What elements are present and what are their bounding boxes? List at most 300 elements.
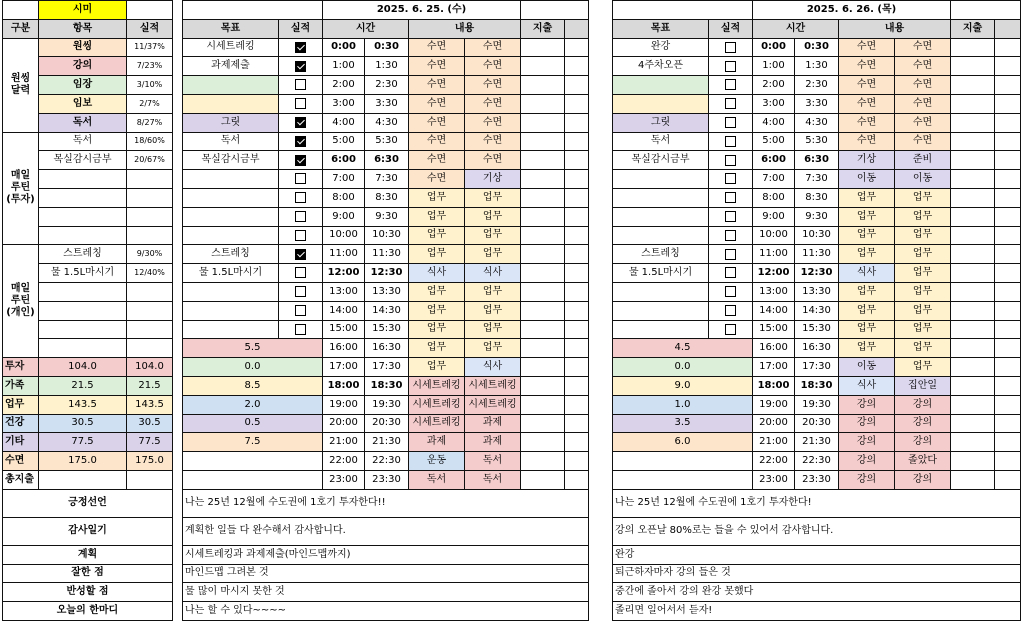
note-text[interactable]: 계획한 일들 다 완수해서 감사합니다. [183,517,589,545]
spend-cell[interactable] [951,264,995,283]
blank-cell [183,1,323,20]
note-text[interactable]: 중간에 졸아서 강의 완강 못했다 [613,583,1021,602]
activity-2[interactable]: 집안일 [895,376,951,395]
checkbox[interactable] [295,117,306,128]
spend-cell[interactable] [951,94,995,113]
activity-1[interactable]: 업무 [839,282,895,301]
activity-1[interactable]: 업무 [839,207,895,226]
activity-1[interactable]: 업무 [409,339,465,358]
activity-1[interactable]: 수면 [409,151,465,170]
time-half: 13:30 [365,282,409,301]
activity-2[interactable]: 수면 [465,132,521,151]
spend-cell[interactable] [951,207,995,226]
time-start: 14:00 [753,301,795,320]
goal-cell[interactable]: 물 1.5L마시기 [613,264,709,283]
note-text[interactable]: 나는 25년 12월에 수도권에 1호기 투자한다!! [183,489,589,517]
checkbox[interactable] [295,211,306,222]
time-half: 23:30 [795,470,839,489]
activity-2[interactable]: 강의 [895,414,951,433]
routine-item: 원씽 [39,38,127,57]
spend-cell[interactable] [521,433,565,452]
spend-cell[interactable] [521,226,565,245]
activity-1[interactable]: 기상 [839,151,895,170]
blank-cell [565,376,589,395]
activity-2[interactable]: 과제 [465,414,521,433]
note-label: 감사일기 [3,517,173,545]
spend-cell[interactable] [951,151,995,170]
spend-cell[interactable] [521,320,565,339]
time-start: 18:00 [753,376,795,395]
activity-2[interactable]: 식사 [465,264,521,283]
checkbox[interactable] [295,79,306,90]
spend-cell[interactable] [521,301,565,320]
goal-cell[interactable] [183,207,279,226]
activity-2[interactable]: 업무 [895,339,951,358]
activity-1[interactable]: 업무 [409,301,465,320]
blank-cell [565,132,589,151]
note-text[interactable]: 완강 [613,545,1021,564]
col-goal: 목표 [613,19,709,38]
activity-1[interactable]: 강의 [839,433,895,452]
activity-1[interactable]: 수면 [839,38,895,57]
activity-1[interactable]: 강의 [839,470,895,489]
blank-cell [565,264,589,283]
activity-1[interactable]: 시세트레킹 [409,414,465,433]
activity-2[interactable]: 기상 [465,170,521,189]
spend-cell[interactable] [951,38,995,57]
time-start: 21:00 [323,433,365,452]
activity-1[interactable]: 업무 [409,320,465,339]
checkbox[interactable] [725,286,736,297]
blank-cell [995,113,1021,132]
activity-2[interactable]: 업무 [895,320,951,339]
spend-cell[interactable] [951,470,995,489]
activity-2[interactable]: 수면 [895,132,951,151]
activity-1[interactable]: 강의 [839,452,895,471]
activity-1[interactable]: 업무 [409,282,465,301]
goal-cell[interactable]: 4주차오픈 [613,57,709,76]
check-cell [279,264,323,283]
goal-cell[interactable]: 스트레칭 [183,245,279,264]
blank-cell [565,395,589,414]
check-cell [709,38,753,57]
note-text[interactable]: 퇴근하자마자 강의 들은 것 [613,564,1021,583]
activity-2[interactable]: 업무 [895,358,951,377]
spend-cell[interactable] [951,320,995,339]
activity-1[interactable]: 과제 [409,433,465,452]
check-cell [709,170,753,189]
time-start: 3:00 [323,94,365,113]
activity-2[interactable]: 업무 [895,301,951,320]
activity-2[interactable]: 업무 [465,320,521,339]
goal-cell[interactable]: 과제제출 [183,57,279,76]
activity-1[interactable]: 운동 [409,452,465,471]
checkbox[interactable] [725,267,736,278]
day-date-title: 2025. 6. 25. (수) [323,1,521,20]
activity-2[interactable]: 수면 [465,94,521,113]
activity-1[interactable]: 업무 [409,358,465,377]
spend-cell[interactable] [951,358,995,377]
note-text[interactable]: 나는 25년 12월에 수도권에 1호기 투자한다! [613,489,1021,517]
checkbox[interactable] [295,305,306,316]
checkbox[interactable] [295,192,306,203]
spend-cell[interactable] [951,433,995,452]
blank-cell [565,358,589,377]
activity-1[interactable]: 수면 [839,76,895,95]
activity-2[interactable]: 업무 [465,245,521,264]
activity-2[interactable]: 업무 [895,188,951,207]
activity-1[interactable]: 수면 [409,132,465,151]
checkbox[interactable] [295,286,306,297]
activity-2[interactable]: 업무 [465,207,521,226]
category-sum: 0.0 [613,358,753,377]
checkbox[interactable] [725,249,736,260]
activity-2[interactable]: 수면 [895,38,951,57]
time-half: 1:30 [795,57,839,76]
routine-result: 7/23% [127,57,173,76]
goal-cell[interactable] [183,320,279,339]
checkbox[interactable] [295,173,306,184]
spend-cell[interactable] [521,452,565,471]
time-half: 19:30 [365,395,409,414]
checkbox[interactable] [725,155,736,166]
goal-cell[interactable] [613,320,709,339]
goal-cell[interactable] [613,170,709,189]
activity-2[interactable]: 준비 [895,151,951,170]
activity-1[interactable]: 업무 [839,226,895,245]
goal-cell[interactable]: 물 1.5L마시기 [183,264,279,283]
spend-cell[interactable] [521,339,565,358]
activity-1[interactable]: 업무 [839,320,895,339]
blank-cell [565,19,589,38]
checkbox[interactable] [295,230,306,241]
time-half: 15:30 [795,320,839,339]
goal-cell[interactable] [183,282,279,301]
activity-2[interactable]: 업무 [465,188,521,207]
time-start: 16:00 [323,339,365,358]
spend-cell[interactable] [521,57,565,76]
checkbox[interactable] [295,61,306,72]
total-label: 업무 [3,395,39,414]
goal-cell[interactable] [613,226,709,245]
activity-2[interactable]: 시세트레킹 [465,395,521,414]
spend-cell[interactable] [521,94,565,113]
check-cell [709,226,753,245]
spend-cell[interactable] [951,76,995,95]
goal-cell[interactable] [613,94,709,113]
activity-2[interactable]: 강의 [895,433,951,452]
goal-cell[interactable] [183,188,279,207]
category-sum: 2.0 [183,395,323,414]
activity-2[interactable]: 수면 [895,76,951,95]
goal-cell[interactable] [613,76,709,95]
activity-2[interactable]: 강의 [895,395,951,414]
spend-cell[interactable] [521,470,565,489]
routine-item: 임보 [39,94,127,113]
blank-cell [3,1,39,20]
activity-2[interactable]: 수면 [465,57,521,76]
checkbox[interactable] [725,305,736,316]
spend-cell[interactable] [951,395,995,414]
activity-1[interactable]: 업무 [839,245,895,264]
activity-1[interactable]: 수면 [409,113,465,132]
goal-cell[interactable]: 완강 [613,38,709,57]
spend-cell[interactable] [951,282,995,301]
col-item: 항목 [39,19,127,38]
activity-2[interactable]: 독서 [465,470,521,489]
time-start: 4:00 [323,113,365,132]
activity-1[interactable]: 이동 [839,358,895,377]
activity-1[interactable]: 업무 [409,207,465,226]
blank-cell [521,1,589,20]
goal-cell[interactable] [613,301,709,320]
note-text[interactable]: 마인드맵 그려본 것 [183,564,589,583]
spend-cell[interactable] [521,414,565,433]
time-start: 21:00 [753,433,795,452]
spend-cell[interactable] [951,339,995,358]
time-half: 8:30 [365,188,409,207]
goal-cell[interactable]: 목실감시금부 [183,151,279,170]
goal-cell[interactable]: 그릿 [613,113,709,132]
activity-1[interactable]: 강의 [839,395,895,414]
spend-cell[interactable] [521,188,565,207]
goal-cell[interactable] [183,170,279,189]
note-text[interactable]: 나는 할 수 있다~~~~ [183,602,589,621]
checkbox[interactable] [725,42,736,53]
activity-2[interactable]: 이동 [895,170,951,189]
activity-2[interactable]: 업무 [895,245,951,264]
spend-cell[interactable] [951,376,995,395]
category-sum: 8.5 [183,376,323,395]
spend-cell[interactable] [951,132,995,151]
activity-1[interactable]: 식사 [839,264,895,283]
time-start: 23:00 [753,470,795,489]
activity-1[interactable]: 수면 [839,132,895,151]
checkbox[interactable] [295,324,306,335]
spend-cell[interactable] [951,188,995,207]
activity-2[interactable]: 업무 [465,226,521,245]
checkbox[interactable] [295,136,306,147]
goal-cell[interactable] [183,226,279,245]
activity-1[interactable]: 업무 [409,188,465,207]
routine-result: 2/7% [127,94,173,113]
blank-cell [995,94,1021,113]
col-content: 내용 [839,19,951,38]
goal-cell[interactable]: 목실감시금부 [613,151,709,170]
spend-cell[interactable] [521,132,565,151]
time-half: 0:30 [365,38,409,57]
activity-2[interactable]: 수면 [895,113,951,132]
activity-2[interactable]: 시세트레킹 [465,376,521,395]
checkbox[interactable] [725,230,736,241]
activity-2[interactable]: 과제 [465,433,521,452]
day-date-title: 2025. 6. 26. (목) [753,1,951,20]
checkbox[interactable] [725,173,736,184]
goal-cell[interactable]: 독서 [613,132,709,151]
note-text[interactable]: 시세트레킹과 과제제출(마인드맵까지) [183,545,589,564]
goal-cell[interactable] [613,188,709,207]
blank-cell [565,320,589,339]
goal-cell[interactable]: 독서 [183,132,279,151]
checkbox[interactable] [725,117,736,128]
time-start: 0:00 [753,38,795,57]
activity-1[interactable]: 강의 [839,414,895,433]
activity-1[interactable]: 업무 [839,339,895,358]
spend-cell[interactable] [521,113,565,132]
blank-cell [613,470,753,489]
blank-cell [565,452,589,471]
activity-1[interactable]: 수면 [839,57,895,76]
activity-1[interactable]: 식사 [409,264,465,283]
time-half: 10:30 [365,226,409,245]
spend-cell[interactable] [951,452,995,471]
note-text[interactable]: 강의 오픈날 80%로는 들을 수 있어서 감사합니다. [613,517,1021,545]
activity-1[interactable]: 수면 [409,76,465,95]
checkbox[interactable] [295,155,306,166]
routine-result: 9/30% [127,245,173,264]
activity-2[interactable]: 수면 [465,151,521,170]
blank-cell [995,339,1021,358]
goal-cell[interactable] [183,76,279,95]
activity-2[interactable]: 업무 [465,282,521,301]
activity-2[interactable]: 업무 [895,282,951,301]
activity-2[interactable]: 식사 [465,358,521,377]
time-half: 8:30 [795,188,839,207]
activity-2[interactable]: 수면 [895,94,951,113]
spend-cell[interactable] [521,38,565,57]
activity-2[interactable]: 업무 [895,264,951,283]
spend-cell[interactable] [951,226,995,245]
blank-cell [951,1,1021,20]
spend-cell[interactable] [521,376,565,395]
time-start: 8:00 [753,188,795,207]
goal-cell[interactable]: 그릿 [183,113,279,132]
checkbox[interactable] [295,42,306,53]
time-half: 21:30 [795,433,839,452]
spend-cell[interactable] [521,170,565,189]
total-label: 총지출 [3,470,39,489]
checkbox[interactable] [725,61,736,72]
checkbox[interactable] [725,136,736,147]
activity-2[interactable]: 강의 [895,470,951,489]
note-text[interactable]: 졸리면 일어서서 듣자! [613,602,1021,621]
spend-cell[interactable] [521,245,565,264]
activity-2[interactable]: 졸았다 [895,452,951,471]
time-start: 13:00 [753,282,795,301]
total-value-2: 77.5 [127,433,173,452]
sim-label: 시미 [39,1,127,20]
activity-1[interactable]: 수면 [839,94,895,113]
note-label: 오늘의 한마디 [3,602,173,621]
checkbox[interactable] [725,192,736,203]
goal-cell[interactable]: 스트레칭 [613,245,709,264]
total-label: 건강 [3,414,39,433]
time-half: 4:30 [795,113,839,132]
goal-cell[interactable]: 시세트레킹 [183,38,279,57]
activity-1[interactable]: 이동 [839,170,895,189]
activity-2[interactable]: 업무 [465,301,521,320]
checkbox[interactable] [295,267,306,278]
activity-1[interactable]: 업무 [409,245,465,264]
spend-cell[interactable] [951,245,995,264]
spend-cell[interactable] [521,151,565,170]
checkbox[interactable] [725,79,736,90]
activity-1[interactable]: 시세트레킹 [409,376,465,395]
col-result: 실적 [127,19,173,38]
activity-2[interactable]: 수면 [895,57,951,76]
activity-2[interactable]: 수면 [465,76,521,95]
time-start: 9:00 [753,207,795,226]
goal-cell[interactable] [613,282,709,301]
time-half: 6:30 [795,151,839,170]
activity-2[interactable]: 독서 [465,452,521,471]
activity-2[interactable]: 업무 [895,207,951,226]
blank-cell [995,245,1021,264]
blank-cell [995,470,1021,489]
goal-cell[interactable] [613,207,709,226]
note-text[interactable]: 물 많이 마시지 못한 것 [183,583,589,602]
checkbox[interactable] [725,98,736,109]
routine-result [127,170,173,189]
activity-1[interactable]: 업무 [409,226,465,245]
routine-result: 20/67% [127,151,173,170]
time-start: 14:00 [323,301,365,320]
checkbox[interactable] [725,211,736,222]
activity-2[interactable]: 수면 [465,38,521,57]
checkbox[interactable] [295,98,306,109]
activity-2[interactable]: 수면 [465,113,521,132]
check-cell [709,188,753,207]
spend-cell[interactable] [951,170,995,189]
activity-1[interactable]: 수면 [409,38,465,57]
checkbox[interactable] [725,324,736,335]
activity-1[interactable]: 식사 [839,376,895,395]
spend-cell[interactable] [951,414,995,433]
goal-cell[interactable] [183,94,279,113]
time-half: 2:30 [795,76,839,95]
spend-cell[interactable] [521,207,565,226]
check-cell [279,226,323,245]
spend-cell[interactable] [521,358,565,377]
spend-cell[interactable] [951,113,995,132]
spend-cell[interactable] [951,301,995,320]
blank-cell [565,301,589,320]
goal-cell[interactable] [183,301,279,320]
blank-cell [613,1,753,20]
checkbox[interactable] [295,249,306,260]
spend-cell[interactable] [521,76,565,95]
blank-cell [995,320,1021,339]
spend-cell[interactable] [521,282,565,301]
check-cell [709,282,753,301]
spend-cell[interactable] [521,395,565,414]
activity-2[interactable]: 업무 [895,226,951,245]
spend-cell[interactable] [521,264,565,283]
blank-cell [995,226,1021,245]
spend-cell[interactable] [951,57,995,76]
time-half: 11:30 [365,245,409,264]
activity-1[interactable]: 수면 [409,94,465,113]
activity-1[interactable]: 시세트레킹 [409,395,465,414]
blank-cell [995,433,1021,452]
activity-2[interactable]: 업무 [465,339,521,358]
activity-1[interactable]: 수면 [839,113,895,132]
activity-1[interactable]: 수면 [409,57,465,76]
activity-1[interactable]: 독서 [409,470,465,489]
activity-1[interactable]: 업무 [839,188,895,207]
activity-1[interactable]: 업무 [839,301,895,320]
activity-1[interactable]: 수면 [409,170,465,189]
